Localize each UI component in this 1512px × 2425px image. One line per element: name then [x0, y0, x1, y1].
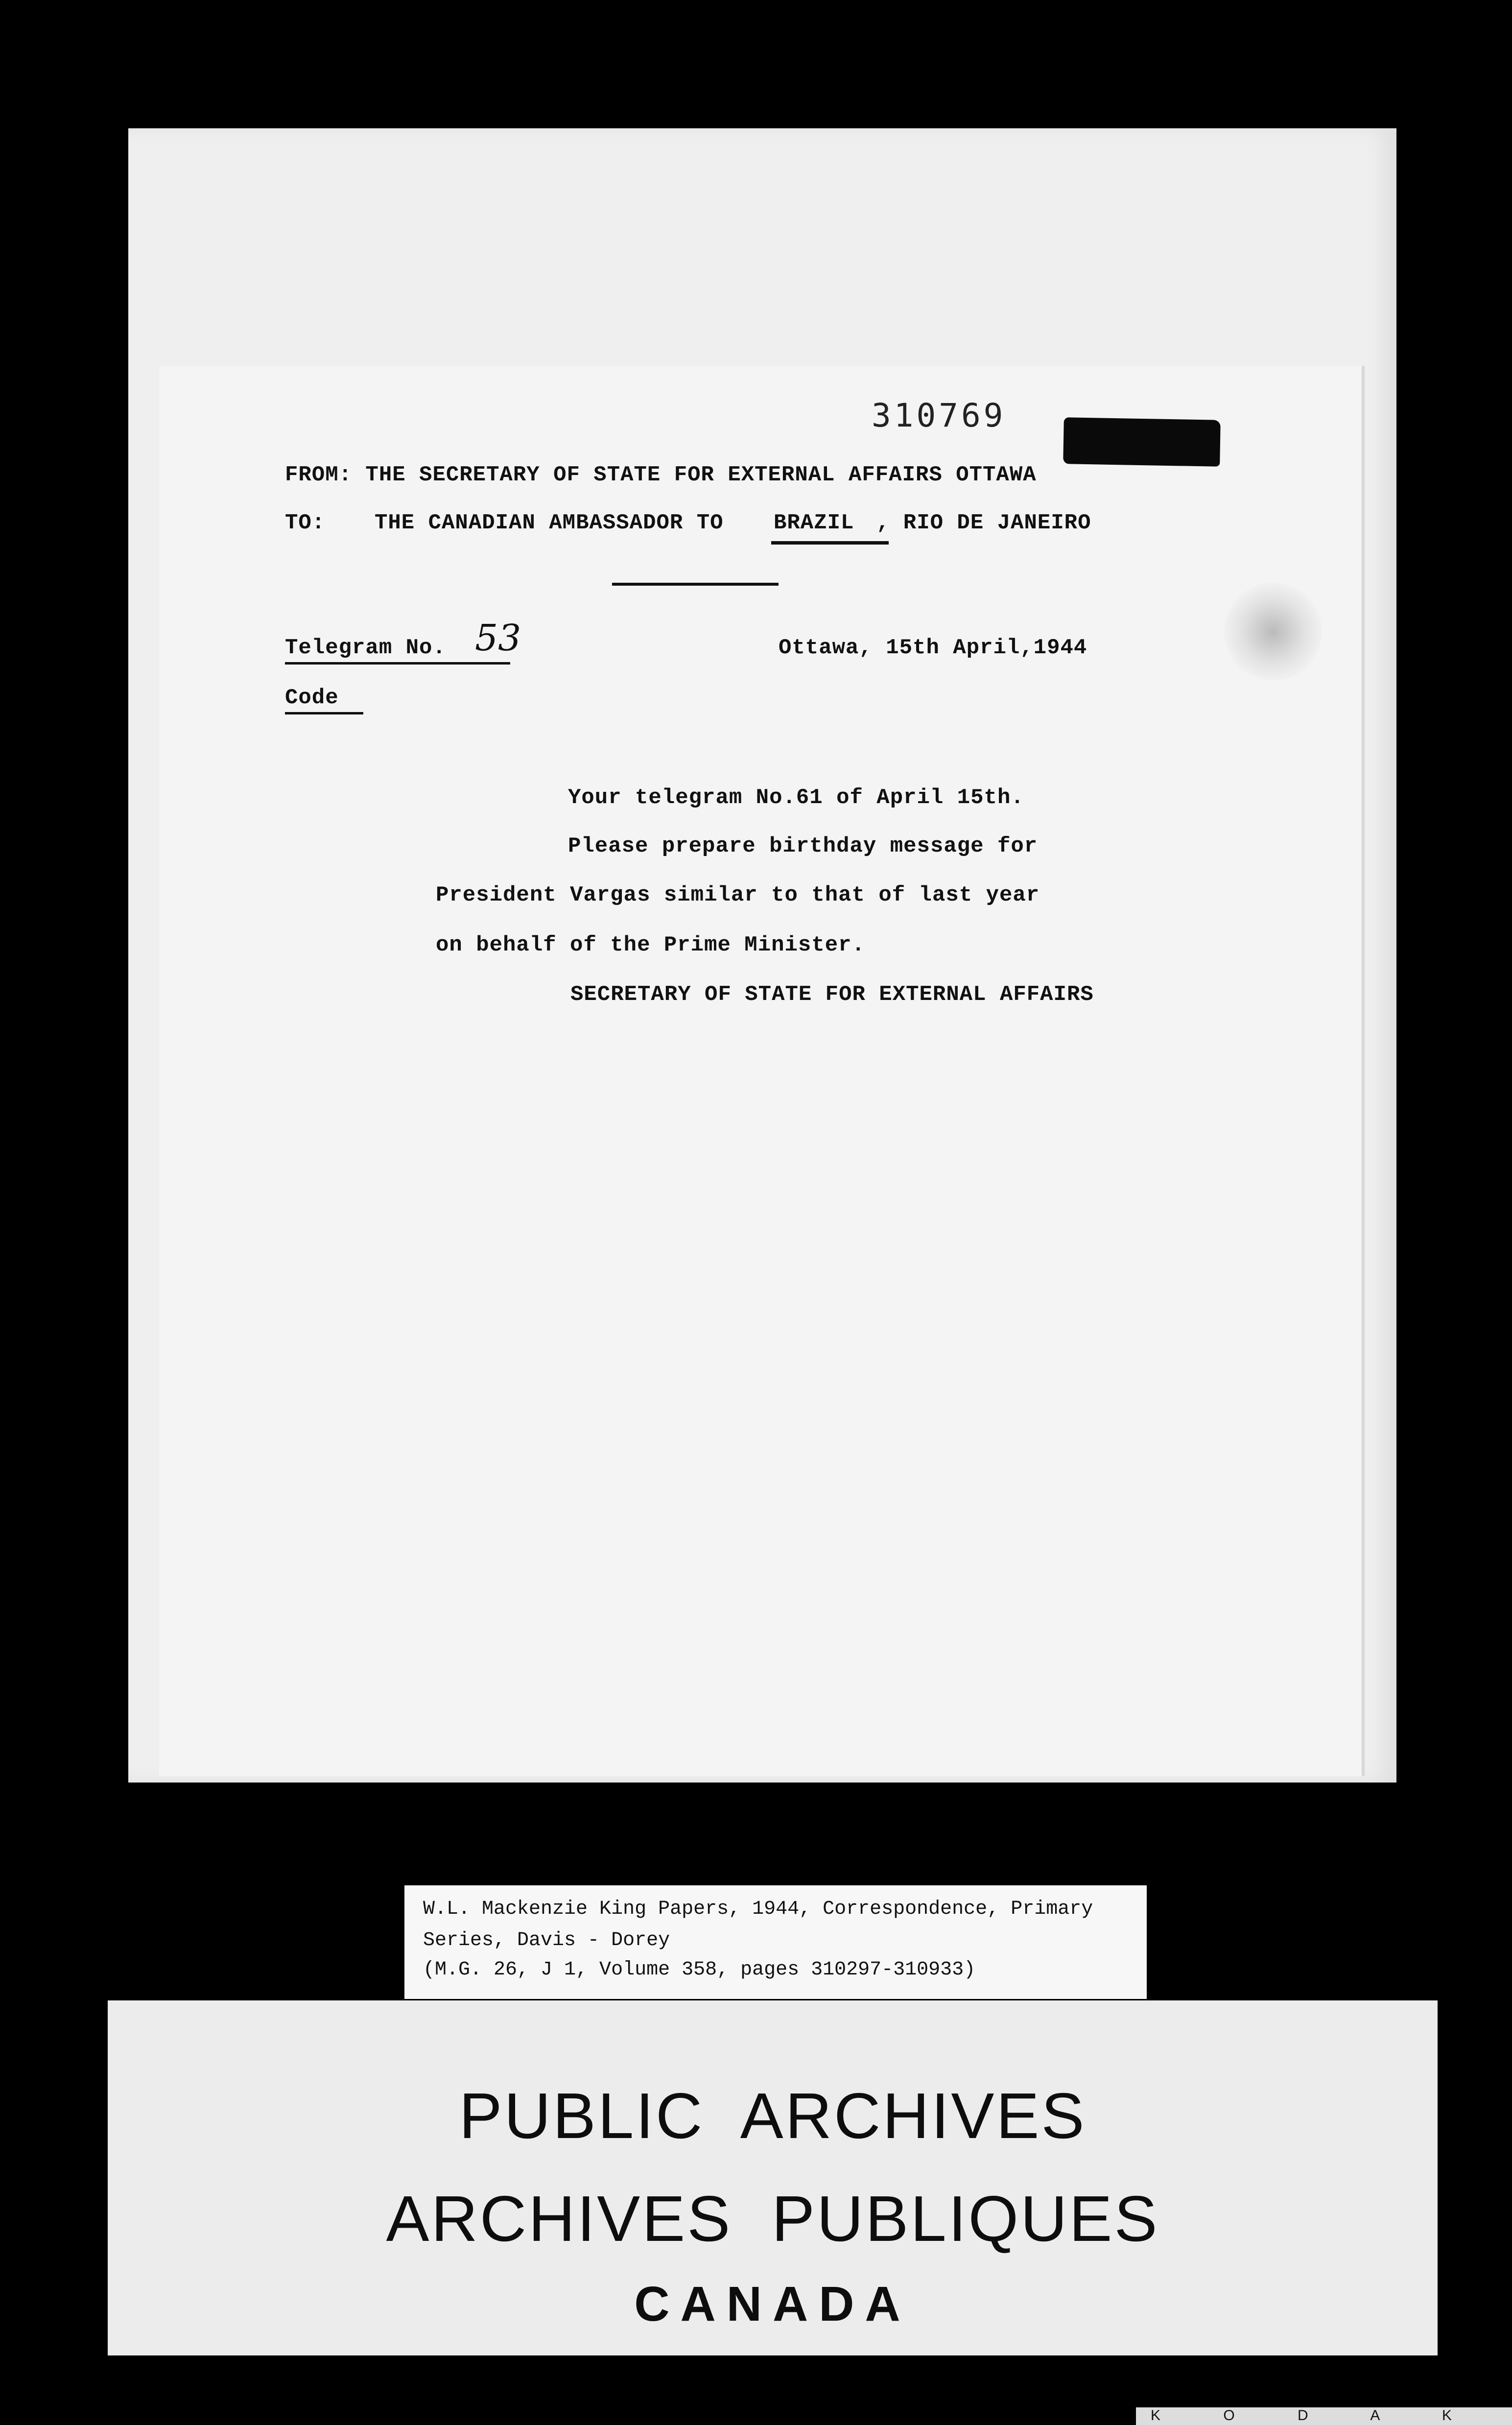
telegram-date: Ottawa, 15th April,1944	[779, 636, 1087, 660]
reference-line: (M.G. 26, J 1, Volume 358, pages 310297-310933)	[423, 1959, 976, 1981]
country-underline	[771, 541, 889, 545]
document-number: 310769	[872, 397, 1006, 434]
telegram-page	[159, 366, 1365, 1776]
film-strip-text: K O D A K	[1151, 2407, 1482, 2424]
from-line: FROM: THE SECRETARY OF STATE FOR EXTERNAL AFFAIRS OTTAWA	[285, 463, 1037, 487]
code-label: Code	[285, 686, 339, 710]
banner-country: CANADA	[634, 2277, 911, 2331]
separator-rule	[612, 583, 779, 586]
to-recipient: THE CANADIAN AMBASSADOR TO	[375, 511, 724, 535]
to-city: , RIO DE JANEIRO	[876, 511, 1091, 535]
reference-line: W.L. Mackenzie King Papers, 1944, Correspondence, Primary	[423, 1898, 1093, 1920]
body-line: President Vargas similar to that of last year	[436, 883, 1040, 907]
to-country: BRAZIL	[774, 511, 854, 535]
film-strip	[1136, 2407, 1512, 2425]
body-line: Please prepare birthday message for	[568, 834, 1038, 858]
body-line: on behalf of the Prime Minister.	[436, 933, 865, 957]
reference-label	[404, 1885, 1147, 1999]
banner-title-fr: ARCHIVES PUBLIQUES	[386, 2183, 1159, 2255]
signature: SECRETARY OF STATE FOR EXTERNAL AFFAIRS	[570, 982, 1094, 1007]
code-underline	[285, 712, 363, 714]
archives-banner	[108, 2000, 1438, 2355]
telegram-number: 53	[475, 617, 521, 659]
to-label: TO:	[285, 511, 326, 535]
ink-smudge	[1224, 583, 1322, 681]
telegram-label: Telegram No.	[285, 636, 446, 660]
redaction-mark	[1063, 417, 1221, 467]
body-line: Your telegram No.61 of April 15th.	[568, 785, 1024, 810]
telegram-underline	[285, 662, 510, 665]
banner-title-en: PUBLIC ARCHIVES	[459, 2080, 1087, 2152]
reference-line: Series, Davis - Dorey	[423, 1929, 670, 1951]
